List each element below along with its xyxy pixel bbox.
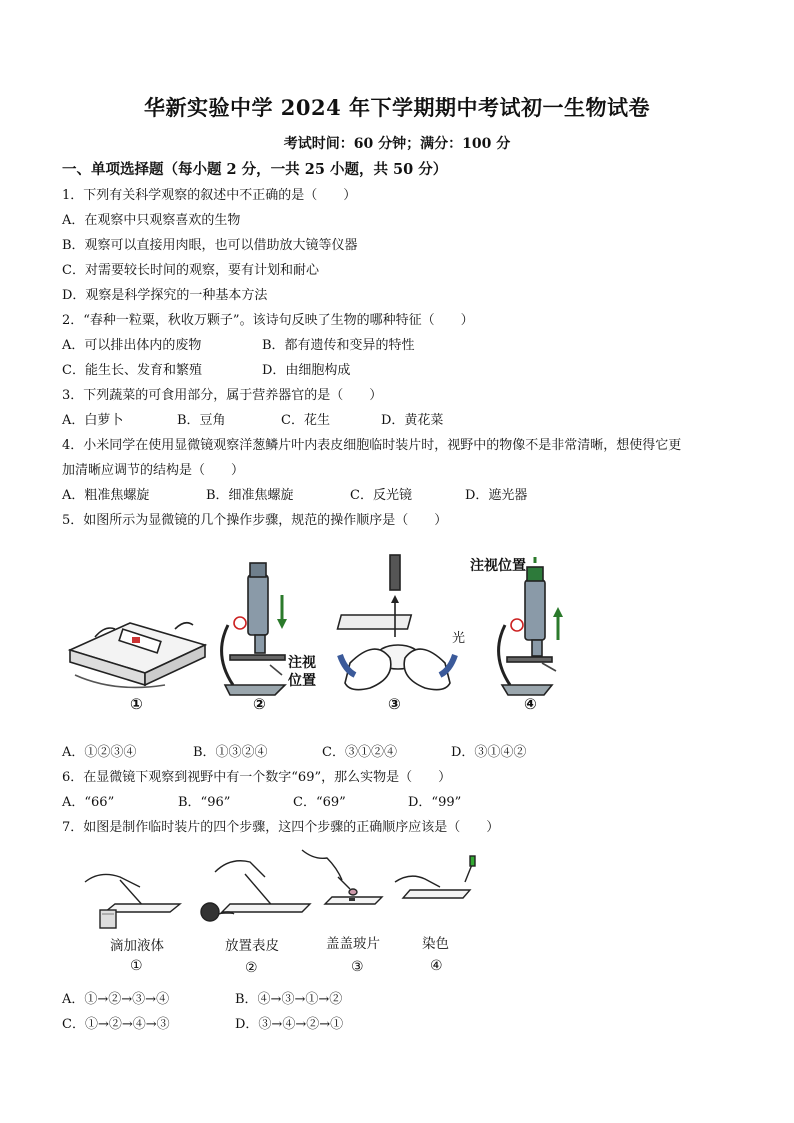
tweezers-icon xyxy=(201,861,310,921)
question-2-option-a: A．可以排出体内的废物 xyxy=(62,338,202,353)
question-2-option-d: D．由细胞构成 xyxy=(262,363,351,378)
question-7-option-a: A．①→②→③→④ xyxy=(62,992,170,1007)
step-number-4: ④ xyxy=(430,958,443,974)
question-3-option-b: B．豆角 xyxy=(177,413,226,428)
page-title: 华新实验中学 2024 年下学期期中考试初一生物试卷 xyxy=(143,95,651,120)
question-7-option-d: D．③→④→②→① xyxy=(235,1017,344,1032)
question-3-stem: 3．下列蔬菜的可食用部分，属于营养器官的是（ ） xyxy=(62,388,383,403)
question-3-option-a: A．白萝卜 xyxy=(62,413,124,428)
question-4-stem-line2: 加清晰应调节的结构是（ ） xyxy=(62,463,245,478)
figure-number-3: ③ xyxy=(388,695,401,713)
question-7-option-b: B．④→③→①→② xyxy=(235,992,343,1007)
step-label-2: 放置表皮 xyxy=(225,938,279,954)
step-number-2: ② xyxy=(245,960,258,976)
figure-number-1: ① xyxy=(130,695,143,713)
hands-mirror-icon xyxy=(337,555,455,690)
question-4-option-c: C．反光镜 xyxy=(350,488,412,503)
question-6-option-c: C．“69” xyxy=(293,795,346,810)
question-3-option-c: C．花生 xyxy=(281,413,330,428)
figure-label-watch-side-2: 位置 xyxy=(288,673,316,689)
figure-number-2: ② xyxy=(253,695,266,713)
microscope-steps-figure xyxy=(60,545,580,720)
question-2-stem: 2．“春种一粒粟，秋收万颗子”。该诗句反映了生物的哪种特征（ ） xyxy=(62,313,474,328)
question-7-stem: 7．如图是制作临时装片的四个步骤，这四个步骤的正确顺序应该是（ ） xyxy=(62,820,500,835)
figure-label-watch-side-1: 注视 xyxy=(288,655,316,671)
cover-slip-icon xyxy=(302,850,382,904)
question-5-option-b: B．①③②④ xyxy=(193,745,268,760)
pipette-icon xyxy=(85,874,180,928)
microscope-stage-icon xyxy=(70,623,205,688)
question-4-option-b: B．细准焦螺旋 xyxy=(206,488,294,503)
question-1-option-c: C．对需要较长时间的观察，要有计划和耐心 xyxy=(62,263,319,278)
microscope-icon xyxy=(499,557,563,695)
question-6-option-d: D．“99” xyxy=(408,795,462,810)
step-label-1: 滴加液体 xyxy=(110,938,164,954)
step-label-4: 染色 xyxy=(422,936,449,952)
question-4-option-d: D．遮光器 xyxy=(465,488,528,503)
question-5-option-a: A．①②③④ xyxy=(62,745,137,760)
question-3-option-d: D．黄花菜 xyxy=(381,413,444,428)
question-5-option-d: D．③①④② xyxy=(451,745,527,760)
question-1-option-d: D．观察是科学探究的一种基本方法 xyxy=(62,288,268,303)
figure-label-light: 光 xyxy=(452,631,466,646)
microscope-icon xyxy=(222,563,287,695)
figure-number-4: ④ xyxy=(524,695,537,713)
question-1-option-a: A．在观察中只观察喜欢的生物 xyxy=(62,213,241,228)
step-number-1: ① xyxy=(130,958,143,974)
step-number-3: ③ xyxy=(351,959,364,975)
exam-info: 考试时间：60 分钟；满分：100 分 xyxy=(283,136,511,152)
question-6-option-b: B．“96” xyxy=(178,795,231,810)
question-6-option-a: A．“66” xyxy=(62,795,115,810)
slide-preparation-figure xyxy=(70,842,490,977)
question-2-option-b: B．都有遗传和变异的特性 xyxy=(262,338,415,353)
question-7-option-c: C．①→②→④→③ xyxy=(62,1017,170,1032)
section-heading: 一、单项选择题（每小题 2 分，一共 25 小题，共 50 分） xyxy=(62,161,448,178)
question-6-stem: 6．在显微镜下观察到视野中有一个数字“69”，那么实物是（ ） xyxy=(62,770,452,785)
question-4-stem-line1: 4．小米同学在使用显微镜观察洋葱鳞片叶内表皮细胞临时装片时，视野中的物像不是非常清晰，想使得它更 xyxy=(62,438,682,453)
question-5-stem: 5．如图所示为显微镜的几个操作步骤，规范的操作顺序是（ ） xyxy=(62,513,448,528)
question-5-option-c: C．③①②④ xyxy=(322,745,397,760)
pipette-icon xyxy=(395,856,475,898)
step-label-3: 盖盖玻片 xyxy=(326,936,380,952)
question-1-stem: 1．下列有关科学观察的叙述中不正确的是（ ） xyxy=(62,188,357,203)
question-1-option-b: B．观察可以直接用肉眼，也可以借助放大镜等仪器 xyxy=(62,238,358,253)
question-2-option-c: C．能生长、发育和繁殖 xyxy=(62,363,202,378)
figure-label-watch-top: 注视位置 xyxy=(470,558,526,574)
question-4-option-a: A．粗准焦螺旋 xyxy=(62,488,150,503)
